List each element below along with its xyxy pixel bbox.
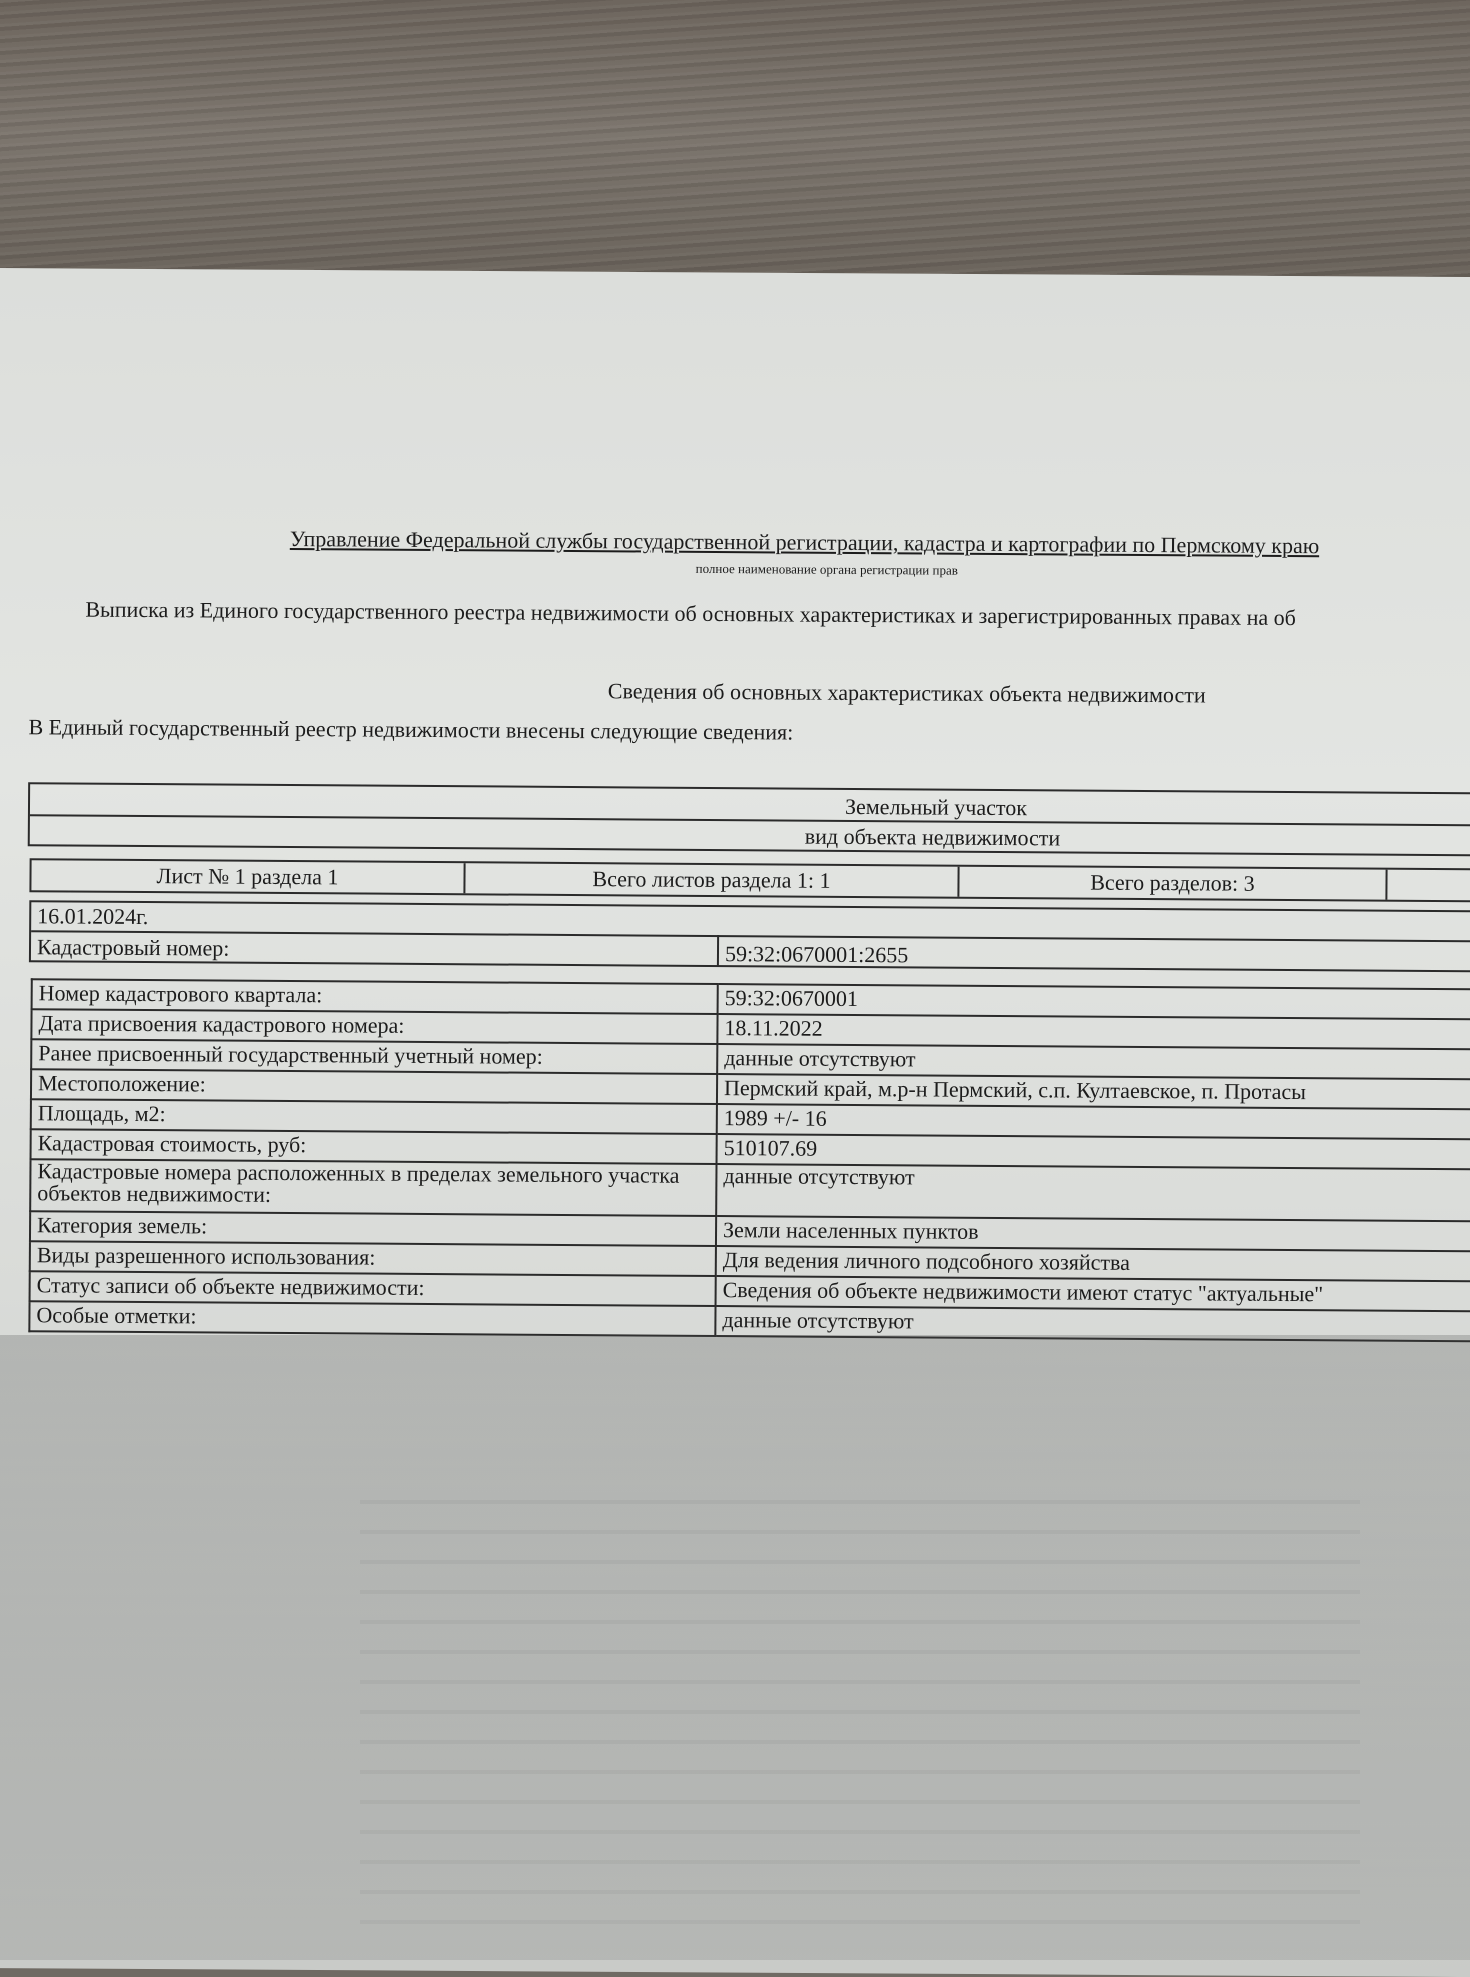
row-value: данные отсутствуют — [717, 1044, 1470, 1079]
row-value: 59:32:0670001 — [718, 984, 1470, 1019]
row-value: Земли населенных пунктов — [716, 1216, 1470, 1251]
row-value: данные отсутствуют — [716, 1164, 1470, 1221]
row-value: Для ведения личного подсобного хозяйства — [716, 1246, 1470, 1281]
row-label: Местоположение: — [31, 1069, 717, 1104]
date-cadastral-box — [29, 900, 1470, 972]
row-label: Ранее присвоенный государственный учетный номер: — [31, 1039, 717, 1074]
column-separator — [717, 935, 719, 967]
row-value: 1989 +/- 16 — [717, 1104, 1470, 1139]
cadastral-number-label: Кадастровый номер: — [36, 934, 230, 961]
intro-text: В Единый государственный реестр недвижимости внесены следующие сведения: — [28, 714, 794, 745]
sheets-row — [29, 858, 1470, 902]
row-label: Дата присвоения кадастрового номера: — [31, 1009, 717, 1044]
extract-date: 16.01.2024г. — [37, 903, 149, 930]
organization-caption: полное наименование органа регистрации прав — [695, 560, 958, 578]
row-label: Площадь, м2: — [31, 1099, 717, 1134]
divider — [30, 814, 1470, 826]
object-kind: Земельный участок — [844, 793, 1028, 821]
row-label: Особые отметки: — [29, 1301, 715, 1336]
row-label: Виды разрешенного использования: — [30, 1241, 716, 1276]
extract-title: Выписка из Единого государственного реестра недвижимости об основных характеристиках и зарегистрированных правах на об — [85, 596, 1296, 631]
row-label: Кадастровые номера расположенных в пределах земельного участка объектов недвижимости: — [30, 1159, 716, 1216]
section-title: Сведения об основных характеристиках объекта недвижимости — [607, 678, 1206, 708]
row-label: Категория земель: — [30, 1211, 716, 1246]
row-label: Статус записи об объекте недвижимости: — [30, 1271, 716, 1306]
row-value: 18.11.2022 — [717, 1014, 1470, 1049]
cadastral-number-value: 59:32:0670001:2655 — [724, 941, 909, 968]
properties-table — [28, 978, 1470, 1342]
organization-name: Управление Федеральной службы государственной регистрации, кадастра и картографии по Пермскому краю — [289, 526, 1320, 559]
sheet-number: Лист № 1 раздела 1 — [31, 860, 465, 893]
empty-cell — [1387, 870, 1470, 901]
row-value: Сведения об объекте недвижимости имеют статус "актуальные" — [716, 1276, 1470, 1311]
object-kind-caption: вид объекта недвижимости — [804, 823, 1061, 851]
object-kind-box — [28, 782, 1470, 856]
total-sections: Всего разделов: 3 — [959, 867, 1387, 900]
total-sheets: Всего листов раздела 1: 1 — [465, 863, 959, 896]
row-value: данные отсутствуют — [715, 1306, 1470, 1341]
row-value: Пермский край, м.р-н Пермский, с.п. Култаевское, п. Протасы — [717, 1074, 1470, 1109]
row-value: 510107.69 — [717, 1134, 1470, 1169]
row-label: Кадастровая стоимость, руб: — [31, 1129, 717, 1164]
row-label: Номер кадастрового квартала: — [32, 979, 718, 1014]
